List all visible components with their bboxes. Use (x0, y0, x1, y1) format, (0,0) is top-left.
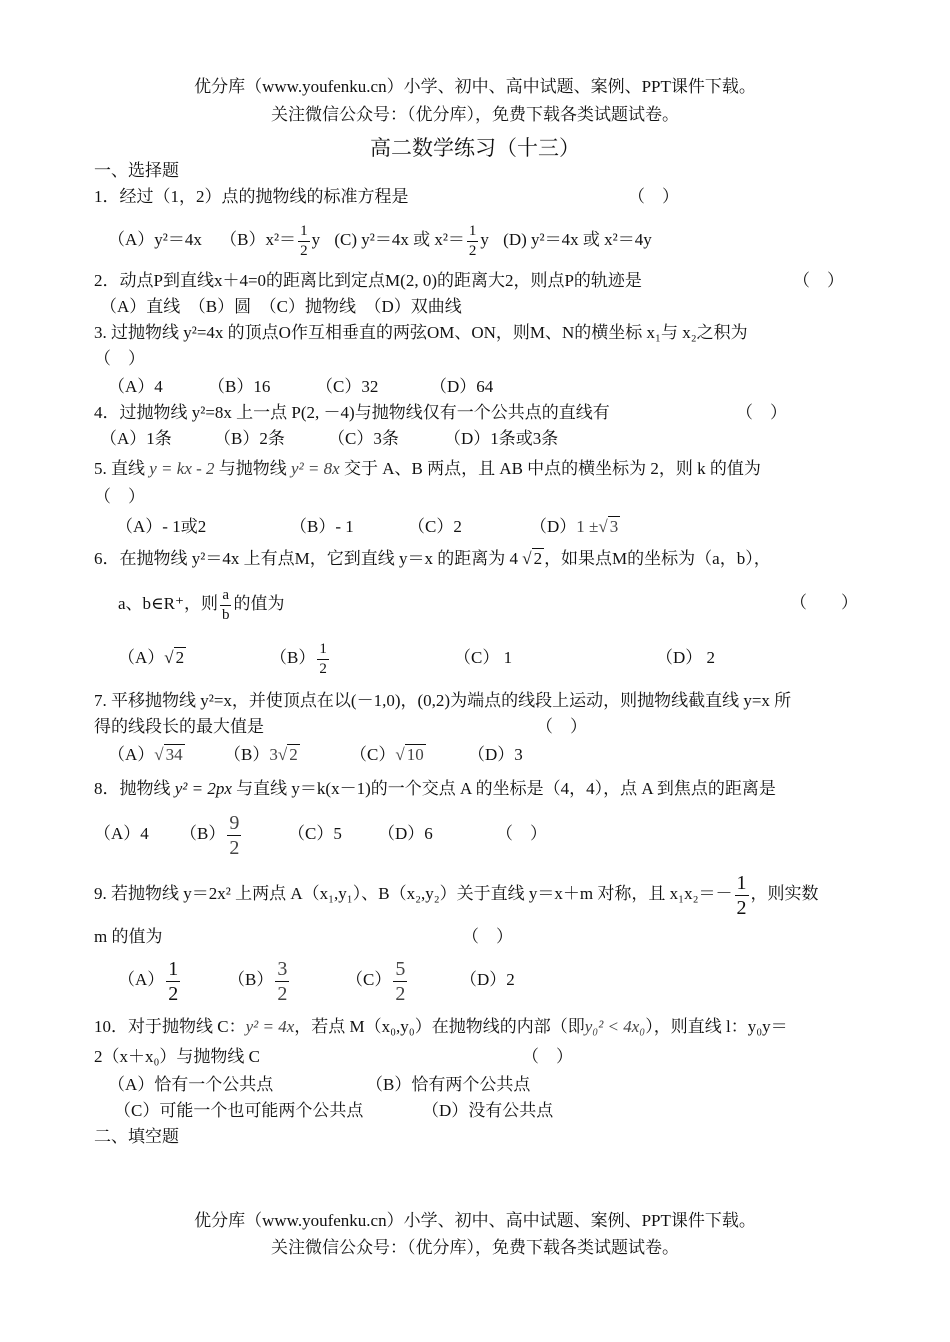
q4-option-b: （B）2条 (214, 429, 285, 448)
q5-paren: （ ） (94, 487, 145, 506)
q7-option-d: （D）3 (468, 745, 523, 764)
q10-stem-line2: 2（x＋x₀）与抛物线 C (94, 1047, 261, 1066)
q9-option-b: （B） $\frac{3}{2}$ (228, 957, 288, 1005)
q10-paren: （ ） (522, 1047, 573, 1066)
q5-parabola-equation: y² = 8x (291, 459, 340, 478)
q4-paren: （ ） (736, 403, 787, 422)
q9-stem-line2: m 的值为 (94, 927, 163, 946)
q1-stem: 1．经过（1，2）点的抛物线的标准方程是 (94, 187, 409, 206)
q8-option-b: （B） $\frac{9}{2}$ (180, 811, 240, 859)
q4-stem: 4．过抛物线 y²=8x 上一点 P(2, －4)与抛物线仅有一个公共点的直线有 (94, 403, 610, 422)
q6-option-b: （B） $\frac{1}{2}$ (270, 640, 327, 677)
q7-option-a: （A）√ 34 (108, 745, 183, 764)
q4-option-d: （D）1条或3条 (444, 429, 559, 448)
q5-option-c: （C）2 (408, 517, 462, 536)
q6-paren: （ ） (790, 593, 858, 612)
q4-option-c: （C）3条 (328, 429, 399, 448)
q9-option-d: （D）2 (460, 970, 515, 989)
q5-line-equation: y = kx - 2 (149, 459, 215, 478)
q7-option-b: （B）3√ 2 (224, 745, 298, 764)
q7-option-c: （C）√ 10 (350, 745, 424, 764)
q10-option-c: （C）可能一个也可能两个公共点 (114, 1101, 364, 1120)
q1-option-a: （A）y²＝4x (108, 230, 202, 249)
q5-option-d: （D）1 ±√ 3 (530, 517, 619, 536)
q1-option-b: （B）x²＝ (220, 230, 297, 249)
q3-option-d: （D）64 (430, 377, 494, 396)
q4-option-a: （A）1条 (100, 429, 172, 448)
q3-option-a: （A）4 (108, 377, 163, 396)
header-line-1: 优分库（www.youfenku.cn）小学、初中、高中试题、案例、PPT课件下载。 (194, 77, 756, 96)
footer-line-1: 优分库（www.youfenku.cn）小学、初中、高中试题、案例、PPT课件下载。 (194, 1211, 756, 1230)
q10-option-d: （D）没有公共点 (422, 1101, 554, 1120)
q6-stem: 6．在抛物线 y²＝4x 上有点M，它到直线 y＝x 的距离为 4 √ 2 ，如果点M的坐标为（a，b）， (94, 549, 771, 568)
q1-options: （A）y²＝4x （B）x²＝ $\frac{1}{2}$ y (C) y²＝4x 或 x²＝ $\frac{1}{2}$ y (D) y²＝4x 或 x²＝4y (108, 222, 652, 259)
q10-parabola-equation: y² = 4x (245, 1017, 295, 1036)
q9-option-c: （C） $\frac{5}{2}$ (346, 957, 406, 1005)
q2-options: （A）直线 （B）圆 （C）抛物线 （D）双曲线 (100, 297, 462, 316)
q3-option-c: （C）32 (316, 377, 379, 396)
q6-sqrt: 2 (533, 549, 543, 568)
q8-option-c: （C）5 (288, 824, 342, 843)
q5-option-a: （A）- 1或2 (116, 517, 207, 536)
q9-stem-line1: 9. 若抛物线 y＝2x² 上两点 A（x₁,y₁）、B（x₂,y₂）关于直线 y＝x＋m 对称，且 x₁x₂＝－ $\frac{1}{2}$ ，则实数 (94, 871, 819, 919)
q8-parabola-equation: y² = 2px (174, 779, 232, 798)
section-fill-in: 二、填空题 (94, 1127, 179, 1146)
q3-stem: 3. 过抛物线 y²=4x 的顶点O作互相垂直的两弦OM、ON，则M、N的横坐标 x₁与 x₂之积为 (94, 323, 748, 342)
q6-condition: a、b∈R⁺，则 $\frac{a}{b}$ 的值为 (118, 586, 285, 623)
section-choice: 一、选择题 (94, 161, 179, 180)
q2-stem: 2．动点P到直线x＋4=0的距离比到定点M(2, 0)的距离大2，则点P的轨迹是 (94, 271, 642, 290)
q9-paren: （ ） (462, 927, 513, 946)
q1-option-d: (D) y²＝4x 或 x²＝4y (503, 230, 652, 249)
q1-c-fraction: $\frac{1}{2}$ (468, 222, 477, 259)
q5-stem: 5. 直线 y = kx - 2 与抛物线 y² = 8x 交于 A、B 两点，且 AB 中点的横坐标为 2，则 k 的值为 (94, 459, 761, 478)
q6-fraction: $\frac{a}{b}$ (221, 586, 230, 623)
q8-stem: 8．抛物线 y² = 2px 与直线 y＝k(x－1)的一个交点 A 的坐标是（4，4），点 A 到焦点的距离是 (94, 779, 776, 798)
q10-stem-line1: 10．对于抛物线 C：y² = 4x，若点 M（x₀,y₀）在抛物线的内部（即y₀² < 4x₀），则直线 l：y₀y＝ (94, 1017, 788, 1036)
q9-option-a: （A） $\frac{1}{2}$ (118, 957, 179, 1005)
q10-inequality: y₀² < 4x₀ (584, 1017, 646, 1036)
q8-option-a: （A）4 (94, 824, 149, 843)
q1-option-c: (C) y²＝4x 或 x²＝ (334, 230, 465, 249)
q10-option-b: （B）恰有两个公共点 (366, 1075, 531, 1094)
q1-paren: （ ） (628, 187, 679, 206)
q1-b-fraction: $\frac{1}{2}$ (300, 222, 308, 259)
q3-paren: （ ） (94, 349, 145, 368)
q7-stem-line1: 7. 平移抛物线 y²=x，并使顶点在以(－1,0)，(0,2)为端点的线段上运动，则抛物线截直线 y=x 所 (94, 691, 792, 710)
q6-option-c: （C） 1 (454, 648, 513, 667)
page-title: 高二数学练习（十三） (370, 136, 580, 160)
q8-paren: （ ） (496, 824, 547, 843)
q5-option-b: （B）- 1 (290, 517, 354, 536)
q6-option-a: （A）√ 2 (118, 648, 185, 667)
header-line-2: 关注微信公众号：（优分库），免费下载各类试题试卷。 (271, 105, 679, 124)
q3-option-b: （B）16 (208, 377, 271, 396)
q7-stem-line2: 得的线段长的最大值是 (94, 717, 264, 736)
footer-line-2: 关注微信公众号：（优分库），免费下载各类试题试卷。 (271, 1238, 679, 1257)
q10-option-a: （A）恰有一个公共点 (108, 1075, 274, 1094)
q6-option-d: （D） 2 (656, 648, 716, 667)
q8-option-d: （D）6 (378, 824, 433, 843)
q2-paren: （ ） (793, 271, 844, 290)
q7-paren: （ ） (536, 717, 587, 736)
q9-fraction: $\frac{1}{2}$ (736, 871, 747, 919)
